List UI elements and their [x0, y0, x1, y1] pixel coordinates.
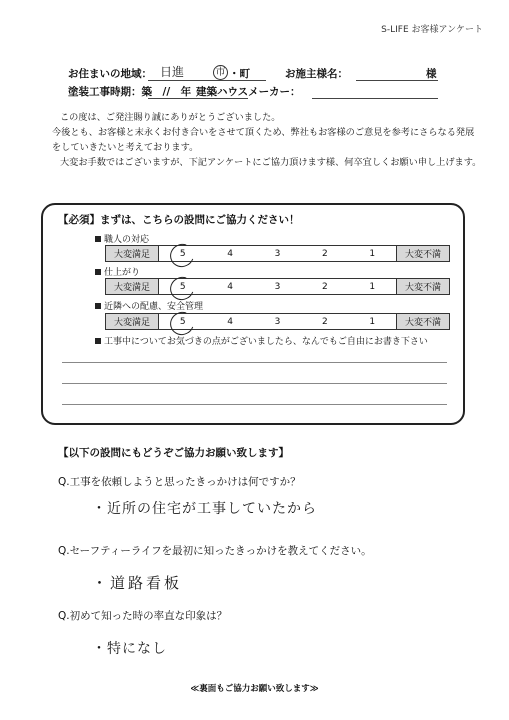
scale-option-5[interactable]: 5	[173, 282, 193, 292]
scale-right-label: 大変不満	[396, 246, 449, 261]
square-bullet-icon	[95, 236, 101, 242]
square-bullet-icon	[95, 303, 101, 309]
scale-option-2[interactable]: 2	[321, 316, 328, 327]
scale-option-3[interactable]: 3	[274, 281, 281, 292]
scale-option-5[interactable]: 5	[173, 249, 193, 259]
scale-left-label: 大変満足	[106, 279, 159, 294]
scale-option-4[interactable]: 4	[227, 248, 233, 259]
rating-scale-safety	[105, 313, 450, 330]
section2-heading: 【以下の設問にもどうぞご協力お願い致します】	[58, 447, 289, 459]
comment-line[interactable]	[62, 383, 447, 384]
rating-scale-finish	[105, 278, 450, 295]
intro-line: 大変お手数ではございますが、下記アンケートにご協力頂けます様、何卒宜しくお願い申し上げます。	[60, 157, 482, 168]
scale-left-label: 大変満足	[106, 246, 159, 261]
address-label: お住まいの地域：	[68, 68, 152, 80]
intro-text	[52, 110, 481, 170]
address-town: ・町	[229, 68, 250, 80]
footer-note: ≪裏面もご協力お願い致します≫	[190, 684, 319, 694]
comment-line[interactable]	[62, 362, 447, 363]
required-heading: 【必須】まずは、こちらの設問にご協力ください！	[58, 214, 300, 226]
rating-question: 近隣への配慮、安全管理	[95, 299, 203, 312]
question-3: Q.初めて知った時の率直な印象は？	[58, 610, 228, 622]
address-value: 日進	[160, 65, 185, 79]
intro-line: この度は、ご発注賜り誠にありがとうございました。	[60, 112, 281, 123]
scale-option-4[interactable]: 4	[227, 281, 233, 292]
scale-option-1[interactable]: 1	[369, 316, 376, 327]
paint-period-label: 塗装工事時期：築 // 年	[68, 86, 192, 98]
scale-option-5[interactable]: 5	[173, 317, 193, 327]
scale-option-2[interactable]: 2	[321, 281, 328, 292]
question-1: Q.工事を依頼しようと思ったきっかけは何ですか？	[58, 476, 301, 488]
scale-option-4[interactable]: 4	[227, 316, 233, 327]
answer-1: ・近所の住宅が工事していたから	[92, 501, 317, 517]
scale-options	[159, 246, 396, 261]
answer-3: ・特になし	[92, 641, 167, 657]
house-maker-label: 建築ハウスメーカー：	[196, 86, 301, 98]
address-field	[68, 66, 152, 81]
scale-option-1[interactable]: 1	[369, 248, 376, 259]
square-bullet-icon	[95, 269, 101, 275]
scale-right-label: 大変不満	[396, 314, 449, 329]
scale-option-3[interactable]: 3	[274, 316, 281, 327]
scale-left-label: 大変満足	[106, 314, 159, 329]
question-2: Q.セーフティーライフを最初に知ったきっかけを教えてください。	[58, 545, 372, 557]
scale-right-label: 大変不満	[396, 279, 449, 294]
intro-line: をしていきたいと考えております。	[52, 142, 199, 153]
answer-2: ・道路看板	[92, 574, 183, 592]
comment-question: 工事中についてお気づきの点がございましたら、なんでもご自由にお書き下さい	[95, 334, 428, 347]
rating-question: 仕上がり	[95, 265, 140, 278]
name-label: お施主様名：	[285, 68, 348, 80]
address-city: 市	[213, 65, 228, 80]
name-suffix: 様	[426, 68, 437, 80]
scale-option-1[interactable]: 1	[369, 281, 376, 292]
scale-options	[159, 314, 396, 329]
rating-scale-craftsman	[105, 245, 450, 262]
brand-title: S-LIFE お客様アンケート	[381, 25, 483, 35]
scale-option-3[interactable]: 3	[274, 248, 281, 259]
comment-line[interactable]	[62, 404, 447, 405]
scale-option-2[interactable]: 2	[321, 248, 328, 259]
house-maker-underline	[312, 98, 438, 99]
intro-line: 今後とも、お客様と末永くお付き合いをさせて頂くため、弊社もお客様のご意見を参考にさらなる発展	[52, 127, 475, 138]
scale-options	[159, 279, 396, 294]
square-bullet-icon	[95, 338, 101, 344]
rating-question: 職人の対応	[95, 232, 149, 245]
